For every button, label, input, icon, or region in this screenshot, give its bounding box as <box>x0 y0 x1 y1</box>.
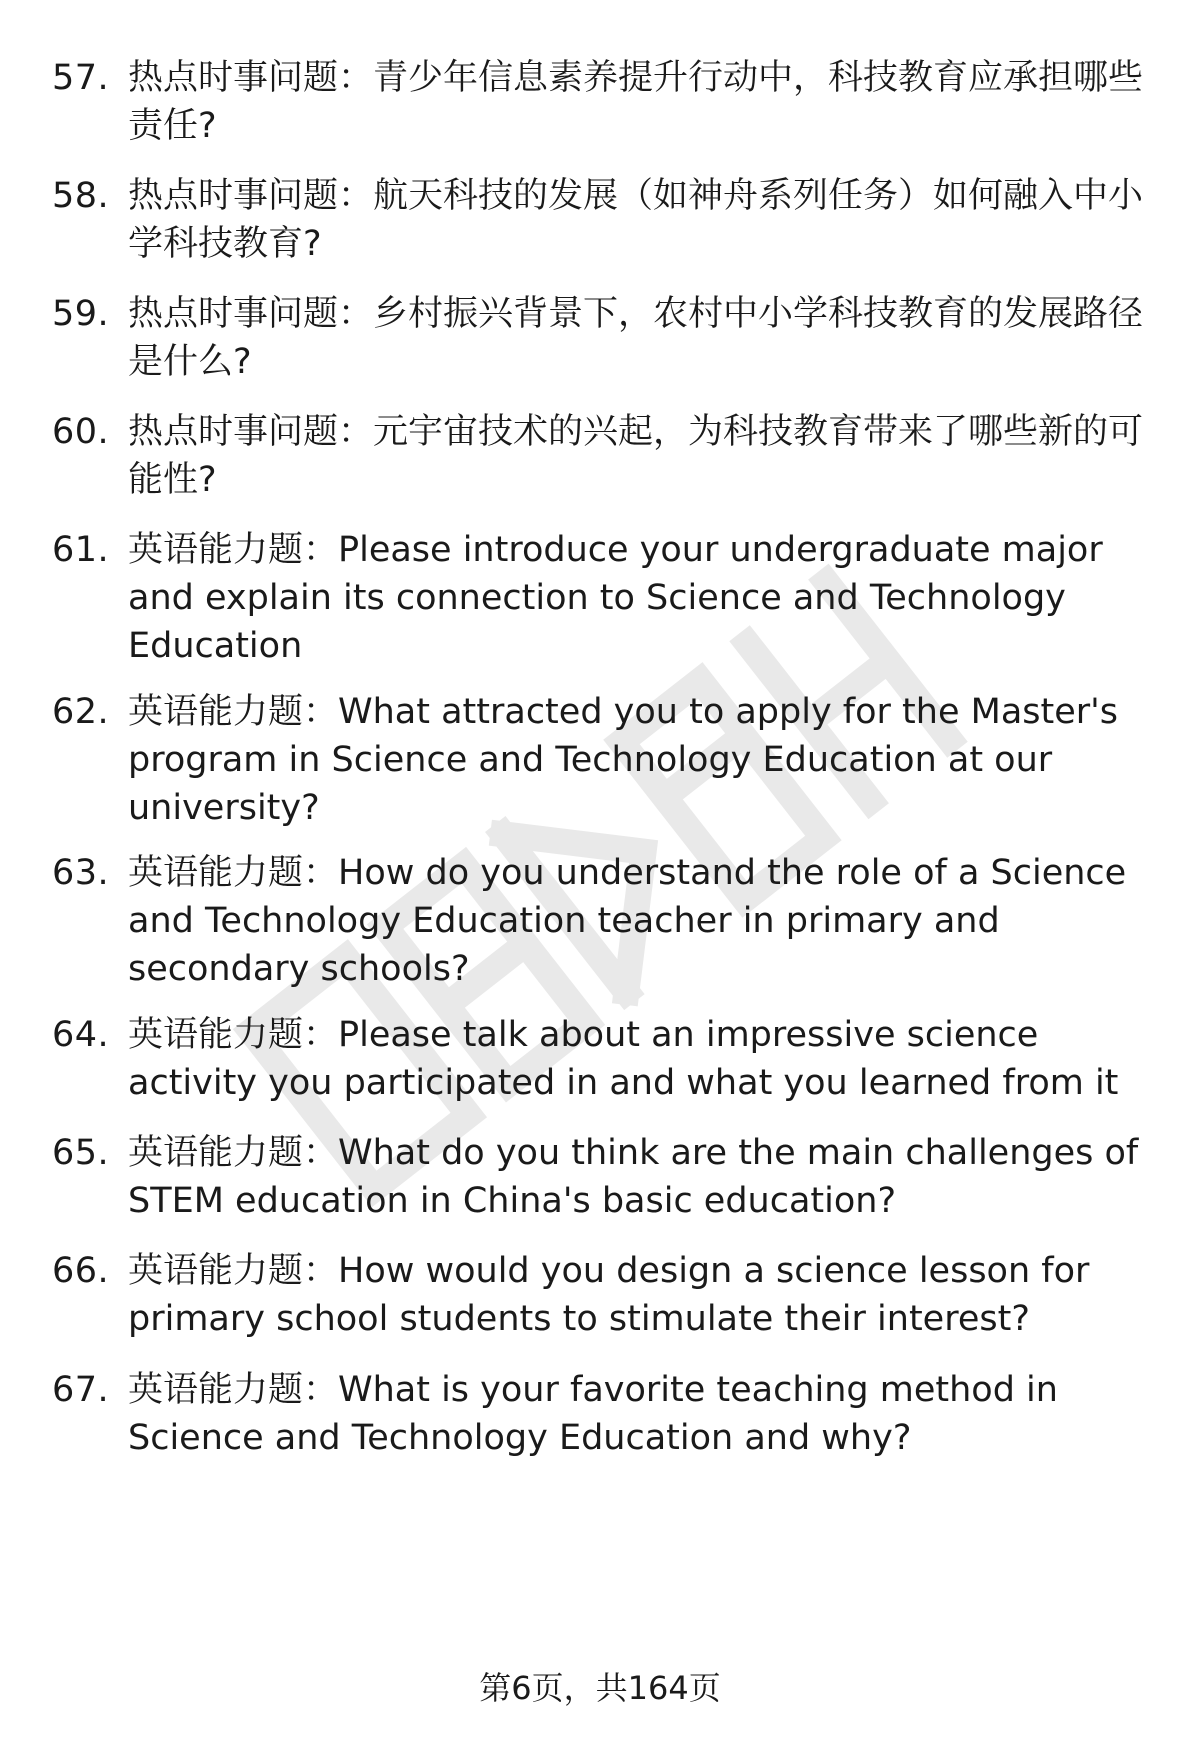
question-text: 英语能力题：How would you design a science lesson for primary school students to stimulate their interest? <box>128 1251 1090 1339</box>
question-text: 热点时事问题：元宇宙技术的兴起，为科技教育带来了哪些新的可能性? <box>128 412 1144 500</box>
question-number: 62. <box>52 692 110 732</box>
question-number: 65. <box>52 1133 110 1173</box>
question-text: 热点时事问题：航天科技的发展（如神舟系列任务）如何融入中小学科技教育? <box>128 176 1144 264</box>
question-number: 63. <box>52 853 110 893</box>
question-number: 64. <box>52 1015 110 1055</box>
question-text: 英语能力题：What is your favorite teaching method in Science and Technology Education and why? <box>128 1370 1058 1458</box>
question-text: 热点时事问题：乡村振兴背景下，农村中小学科技教育的发展路径是什么? <box>128 294 1144 382</box>
question-number: 59. <box>52 294 110 334</box>
question-number: 58. <box>52 176 110 216</box>
question-text: 英语能力题：What do you think are the main challenges of STEM education in China's basic education? <box>128 1133 1139 1221</box>
question-text: 英语能力题：Please introduce your undergraduate major and explain its connection to Science and Technology Education <box>128 530 1103 666</box>
question-number: 60. <box>52 412 110 452</box>
page-footer: 第6页，共164页 <box>479 1669 721 1707</box>
question-text: 热点时事问题：青少年信息素养提升行动中，科技教育应承担哪些责任? <box>128 58 1144 146</box>
question-text: 英语能力题：How do you understand the role of a Science and Technology Education teacher in primary and secondary schools? <box>128 853 1127 989</box>
question-text: 英语能力题：What attracted you to apply for the Master's program in Science and Technology Education at our university? <box>128 692 1118 828</box>
question-number: 67. <box>52 1370 110 1410</box>
question-number: 57. <box>52 58 110 98</box>
question-text: 英语能力题：Please talk about an impressive science activity you participated in and what you learned from it <box>128 1015 1119 1103</box>
question-number: 66. <box>52 1251 110 1291</box>
question-number: 61. <box>52 530 110 570</box>
